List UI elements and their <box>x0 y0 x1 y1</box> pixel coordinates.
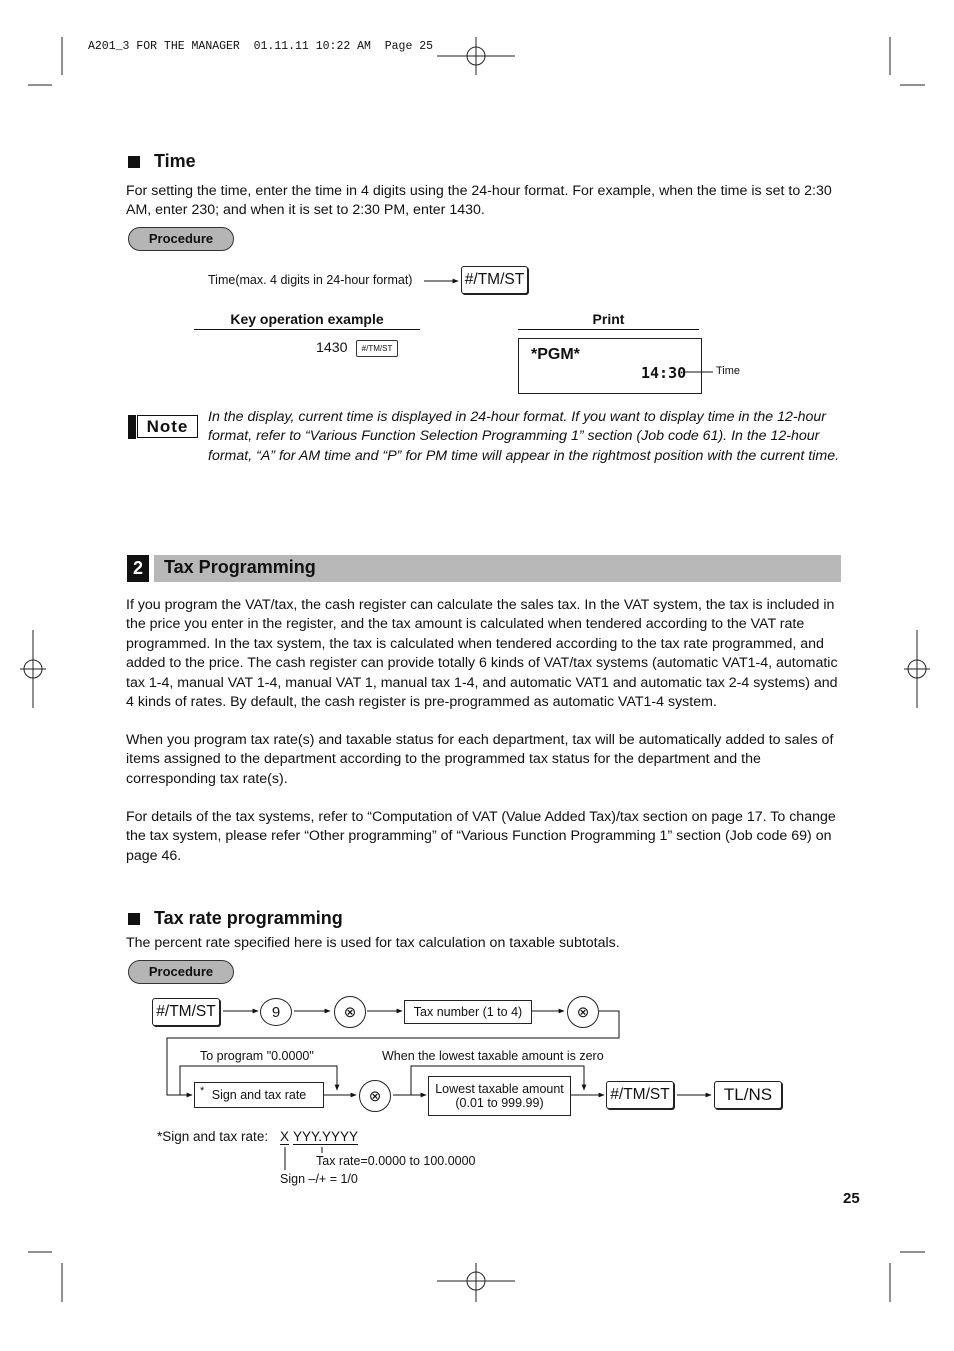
note-text: In the display, current time is displayed in 24-hour format. If you want to display time in the 12-hour format, refer to “Various Function Selection Programming 1” section (Job code 61). In the 12-hour format, “A” for AM time and “P” for PM time will appear in the rightmost position with the current time. <box>208 409 840 464</box>
tax-number-box: Tax number (1 to 4) <box>404 1000 532 1024</box>
page-number: 25 <box>843 1190 860 1207</box>
sign-tax-rate-box <box>194 1082 324 1108</box>
format-label: *Sign and tax rate: <box>157 1129 269 1144</box>
procedure-badge: Procedure <box>128 227 234 251</box>
tax-paragraph-1: If you program the VAT/tax, the cash register can calculate the sales tax. In the VAT system, the tax is included in the price you enter in the register, and the tax amount is calculated when tendered according to the VAT rate programmed. In the tax system, the tax is calculated when tendered according to the tax rate programmed, and added to the price. The cash register can provide totally 6 kinds of VAT/tax systems (automatic VAT1-4, automatic tax 1-4, manual VAT 1-4, manual VAT 1, manual tax 1-4, and automatic VAT1 and automatic tax 2-4 systems) and 4 kinds of rates. By default, the cash register is pre-programmed as automatic VAT1-4 system. <box>126 597 838 711</box>
format-sign-note: Sign –/+ = 1/0 <box>280 1172 358 1186</box>
tl-ns-key: TL/NS <box>714 1081 782 1109</box>
multiply-key-icon: ⊗ <box>334 996 366 1028</box>
tax-programming-title: Tax Programming <box>164 557 316 577</box>
sign-tax-rate-label: Sign and tax rate <box>211 1088 307 1102</box>
tm-st-key: #/TM/ST <box>606 1081 674 1109</box>
time-paragraph: For setting the time, enter the time in 4 digits using the 24-hour format. For example, when the time is set to 2:30 AM, enter 230; and when it is set to 2:30 PM, enter 1430. <box>126 183 832 219</box>
asterisk-mark: * <box>200 1085 205 1097</box>
lowest-zero-label: When the lowest taxable amount is zero <box>382 1049 604 1063</box>
tax-paragraph-3: For details of the tax systems, refer to “Computation of VAT (Value Added Tax)/tax section on page 17. To change the tax system, please refer “Other programming” of “Various Function Programming 1” section (Job code 69) on page 46. <box>126 809 836 864</box>
receipt-time: 14:30 <box>641 364 687 382</box>
procedure-badge: Procedure <box>128 960 234 984</box>
receipt-time-callout: Time <box>716 365 741 377</box>
tm-st-key: #/TM/ST <box>152 998 220 1026</box>
key-operation-heading: Key operation example <box>194 311 420 330</box>
print-heading: Print <box>518 311 699 330</box>
example-tm-st-key: #/TM/ST <box>356 340 398 357</box>
tax-rate-paragraph: The percent rate specified here is used for tax calculation on taxable subtotals. <box>126 935 620 951</box>
nine-key: 9 <box>260 998 292 1026</box>
time-heading-text: Time <box>154 151 196 171</box>
time-flow-label: Time(max. 4 digits in 24-hour format) <box>208 273 413 287</box>
tm-st-key: #/TM/ST <box>461 266 528 294</box>
tax-paragraph-2: When you program tax rate(s) and taxable status for each department, tax will be automatically added to sales of items assigned to the department according to the programmed tax status for the department and the corresponding tax rate(s). <box>126 732 834 787</box>
multiply-key-icon: ⊗ <box>567 996 599 1028</box>
note-label: Note <box>137 415 198 438</box>
to-program-zero-label: To program "0.0000" <box>200 1049 314 1063</box>
example-value: 1430 <box>316 340 348 356</box>
multiply-key-icon: ⊗ <box>359 1080 391 1112</box>
tax-rate-heading-text: Tax rate programming <box>154 908 343 928</box>
page-header: A201_3 FOR THE MANAGER 01.11.11 10:22 AM Page 25 <box>88 40 434 53</box>
lowest-taxable-box <box>428 1076 571 1116</box>
section-number-badge: 2 <box>127 555 149 582</box>
format-rate-y: YYY.YYYY <box>293 1129 359 1144</box>
lowest-taxable-line2: (0.01 to 999.99) <box>455 1096 544 1110</box>
format-rate-note: Tax rate=0.0000 to 100.0000 <box>316 1154 476 1168</box>
lowest-taxable-line1: Lowest taxable amount <box>435 1082 564 1096</box>
receipt-title: *PGM* <box>531 346 580 363</box>
format-sign-x: X <box>280 1129 290 1144</box>
